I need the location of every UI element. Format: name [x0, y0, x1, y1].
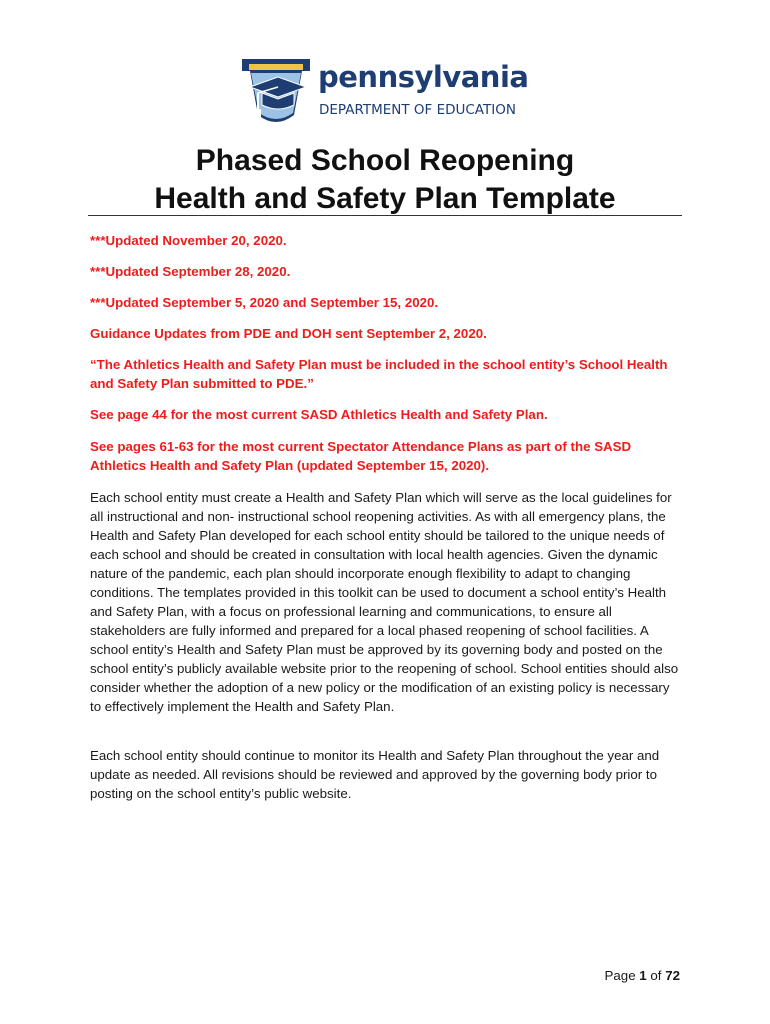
update-note: ***Updated September 28, 2020. [90, 264, 291, 279]
logo-department: DEPARTMENT OF EDUCATION [319, 102, 516, 118]
page-title [0, 142, 770, 218]
title-divider [88, 215, 682, 216]
athletics-plan-quote: “The Athletics Health and Safety Plan must be included in the school entity’s School Health and Safety Plan submitted to PDE.” [90, 357, 668, 391]
title-line-2: Health and Safety Plan Template [154, 182, 616, 215]
page-number-footer [605, 968, 680, 983]
athletics-plan-reference: See page 44 for the most current SASD Athletics Health and Safety Plan. [90, 407, 548, 422]
keystone-mortarboard-icon [238, 57, 314, 133]
update-note: ***Updated November 20, 2020. [90, 233, 287, 248]
logo-wordmark: pennsylvania [318, 60, 529, 94]
monitoring-paragraph: Each school entity should continue to monitor its Health and Safety Plan throughout the year and update as needed. All revisions should be reviewed and approved by the governing body prior to posting on the school entity’s public website. [90, 748, 660, 801]
total-pages: 72 [665, 968, 680, 983]
spectator-plan-reference: See pages 61-63 for the most current Spectator Attendance Plans as part of the SASD Athletics Health and Safety Plan (updated September 15, 2020). [90, 439, 632, 473]
current-page-number: 1 [639, 968, 647, 983]
update-note: ***Updated September 5, 2020 and September 15, 2020. [90, 295, 439, 310]
intro-paragraph: Each school entity must create a Health and Safety Plan which will serve as the local guidelines for all instructional and non- instructional school reopening activities. As with all emergency plans, the Health and Safety Plan developed for each school entity should be tailored to the unique needs of each school and should be created in consultation with local health agencies. Given the dynamic nature of the pandemic, each plan should incorporate enough flexibility to adapt to changing conditions. The templates provided in this toolkit can be used to document a school entity’s Health and Safety Plan, with a focus on professional learning and communications, to ensure all stakeholders are fully informed and prepared for a local phased reopening of school facilities. A school entity’s Health and Safety Plan must be approved by its governing body and posted on the school entity’s publicly available website prior to the reopening of school. School entities should also consider whether the adoption of a new policy or the modification of an existing policy is necessary to effectively implement the Health and Safety Plan. [90, 490, 679, 714]
pa-department-of-education-logo [238, 57, 538, 133]
of-label: of [650, 968, 662, 983]
title-line-1: Phased School Reopening [195, 144, 575, 177]
page-label: Page [604, 968, 636, 983]
guidance-update-note: Guidance Updates from PDE and DOH sent September 2, 2020. [90, 326, 487, 341]
